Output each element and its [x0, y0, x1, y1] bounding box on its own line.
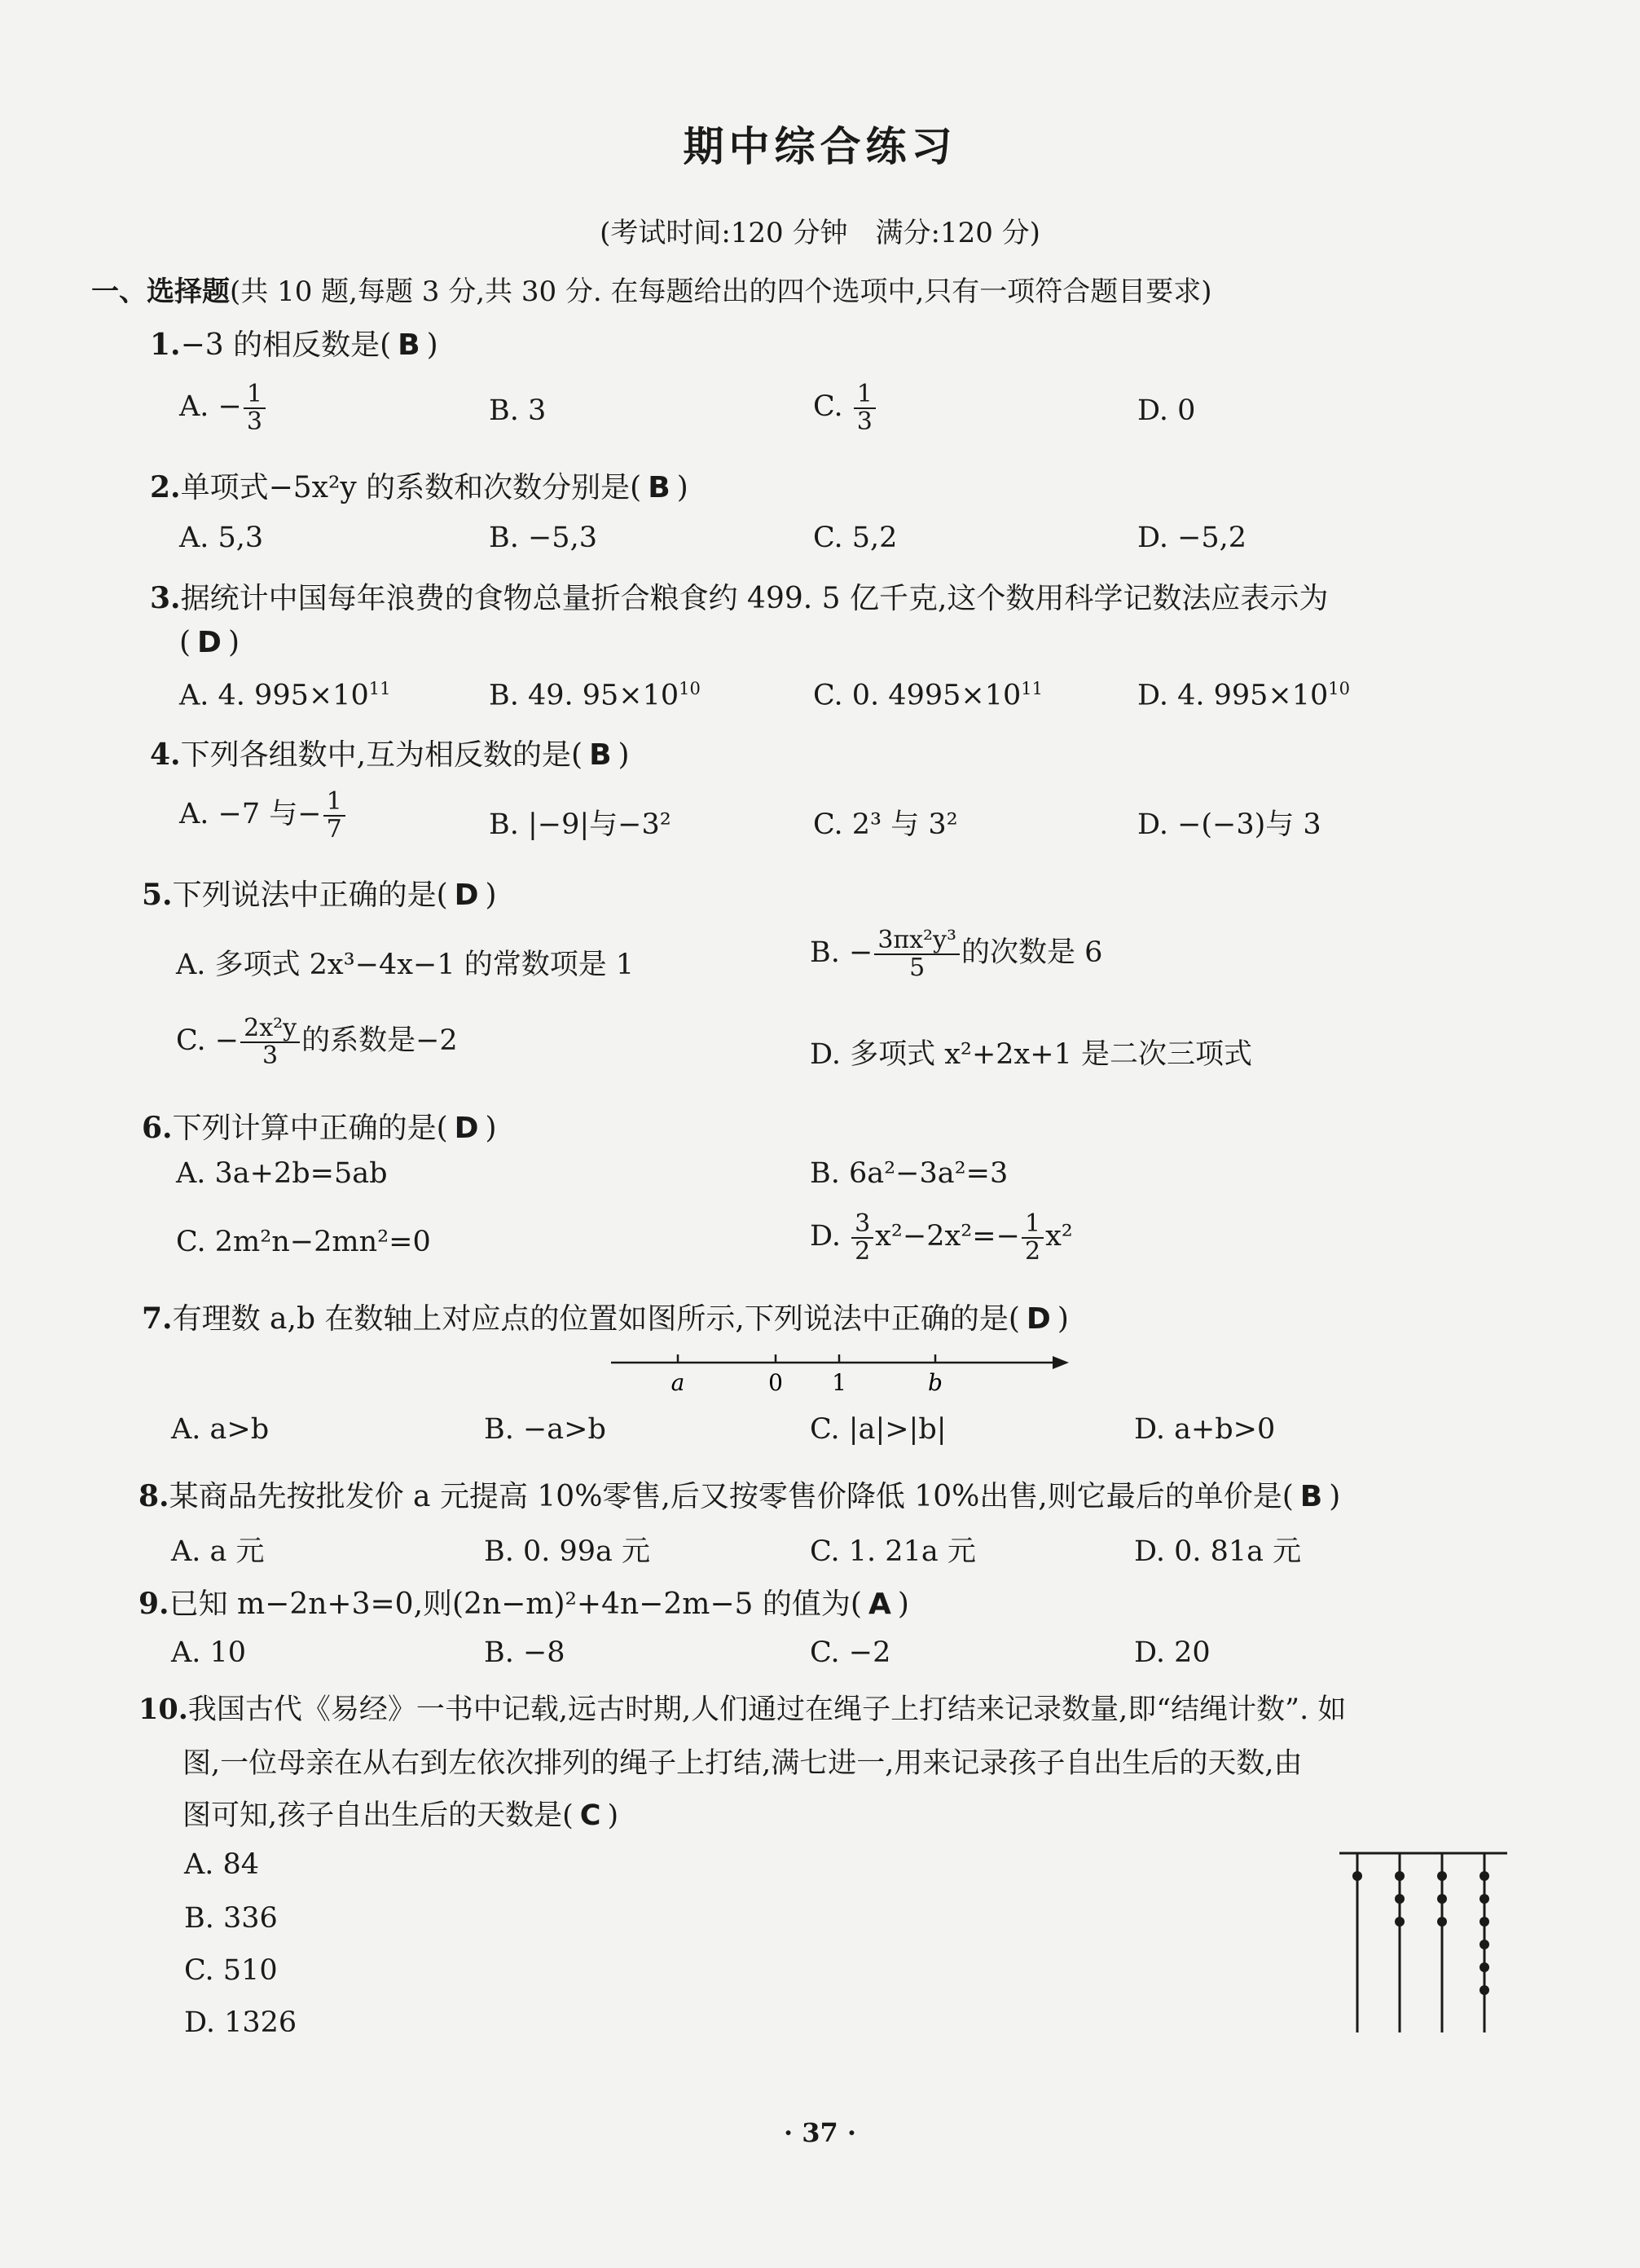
answer: B: [648, 471, 671, 504]
question-10: [138, 1687, 1346, 1728]
label-zero: 0: [768, 1369, 783, 1396]
fraction: [1022, 1211, 1044, 1264]
knot: [1437, 1917, 1447, 1927]
option-c: C. |a|>|b|: [810, 1413, 947, 1446]
option-a: A. 10: [171, 1636, 247, 1669]
exponent: 10: [1328, 679, 1350, 698]
question-8: [138, 1473, 1340, 1515]
question-10-line3: [182, 1793, 618, 1834]
option-text: D.: [810, 1220, 851, 1253]
option-text: C. 0. 4995×10: [813, 679, 1022, 712]
question-stem: 下列各组数中,互为相反数的是(: [180, 738, 583, 772]
question-stem: 有理数 a,b 在数轴上对应点的位置如图所示,下列说法中正确的是(: [172, 1302, 1020, 1336]
knot: [1480, 1917, 1489, 1927]
option-b: [489, 679, 701, 712]
paren: ): [607, 1799, 619, 1832]
question-number: 1.: [150, 328, 181, 362]
section-title: 一、选择题: [91, 275, 230, 308]
answer: B: [1299, 1480, 1323, 1513]
option-text: C. −: [176, 1024, 240, 1057]
option-text: A. 4. 995×10: [179, 679, 369, 712]
fraction: [244, 381, 266, 434]
knot: [1395, 1894, 1405, 1904]
denominator: 3: [856, 407, 873, 436]
option-d: D. 20: [1134, 1636, 1211, 1669]
answer: B: [589, 738, 612, 772]
option-a: [179, 789, 347, 842]
numerator: 1: [854, 381, 876, 409]
knot: [1352, 1871, 1362, 1881]
option-a: A. 3a+2b=5ab: [176, 1157, 388, 1190]
option-b: B. 3: [489, 394, 547, 427]
option-b: B. 0. 99a 元: [484, 1535, 651, 1568]
paren: ): [485, 879, 497, 912]
knot: [1480, 1871, 1489, 1881]
option-d: D. 多项式 x²+2x+1 是二次三项式: [810, 1038, 1253, 1071]
answer: D: [1026, 1302, 1051, 1336]
numerator: 3πx²y³: [874, 927, 960, 955]
option-b: B. |−9|与−3²: [489, 808, 671, 841]
question-number: 2.: [150, 470, 181, 504]
page-title: 期中综合练习: [683, 122, 957, 170]
exponent: 11: [1021, 679, 1043, 698]
question-number: 6.: [142, 1111, 173, 1145]
question-3: [150, 575, 1328, 617]
question-10-line2: 图,一位母亲在从右到左依次排列的绳子上打结,满七进一,用来记录孩子自出生后的天数,由: [182, 1747, 1303, 1780]
denominator: 3: [262, 1041, 279, 1070]
answer: D: [454, 879, 479, 912]
question-number: 8.: [138, 1479, 169, 1513]
option-a: A. 5,3: [179, 522, 264, 554]
paren: (: [179, 626, 191, 659]
question-number: 7.: [142, 1301, 173, 1336]
answer: B: [398, 328, 420, 362]
numerator: 1: [323, 789, 345, 817]
option-b: B. 336: [184, 1902, 278, 1935]
option-text: D. 4. 995×10: [1137, 679, 1329, 712]
option-d: D. a+b>0: [1134, 1413, 1276, 1446]
knot: [1437, 1871, 1447, 1881]
question-number: 4.: [150, 738, 181, 772]
fraction: [851, 1211, 873, 1264]
option-a: [179, 679, 390, 712]
knot: [1395, 1871, 1405, 1881]
paren: ): [426, 328, 438, 362]
question-stem: 已知 m−2n+3=0,则(2n−m)²+4n−2m−5 的值为(: [169, 1588, 862, 1621]
question-stem: 我国古代《易经》一书中记载,远古时期,人们通过在绳子上打结来记录数量,即“结绳计数”. 如: [187, 1693, 1347, 1726]
numerator: 1: [1022, 1211, 1044, 1239]
question-number: 9.: [138, 1587, 169, 1621]
option-d: [1137, 679, 1350, 712]
section-desc: (共 10 题,每题 3 分,共 30 分. 在每题给出的四个选项中,只有一项符合题目要求): [230, 275, 1212, 308]
option-a: A. 84: [184, 1848, 260, 1881]
option-c: [176, 1015, 458, 1068]
knot: [1395, 1917, 1405, 1927]
option-d: D. 0: [1137, 394, 1196, 427]
knot: [1480, 1962, 1489, 1972]
option-d: D. 1326: [184, 2006, 297, 2039]
numerator: 1: [244, 381, 266, 409]
option-text: 的次数是 6: [961, 936, 1103, 969]
question-stem: 某商品先按批发价 a 元提高 10%零售,后又按零售价降低 10%出售,则它最后的单价是(: [169, 1480, 1294, 1513]
knot: [1480, 1985, 1489, 1995]
label-one: 1: [832, 1369, 846, 1396]
option-text: A. −7 与−: [179, 798, 322, 830]
knot: [1480, 1940, 1489, 1949]
option-a: [179, 381, 267, 434]
option-c: C. 2m²n−2mn²=0: [176, 1226, 431, 1258]
question-stem: 下列说法中正确的是(: [172, 879, 448, 912]
paren: ): [485, 1112, 497, 1145]
question-stem: 图可知,孩子自出生后的天数是(: [182, 1799, 574, 1832]
option-d: D. −5,2: [1137, 522, 1247, 554]
question-5: [142, 872, 497, 914]
option-a: A. a 元: [171, 1535, 265, 1568]
question-6: [142, 1105, 497, 1147]
fraction: [854, 381, 876, 434]
option-text: C.: [813, 390, 852, 423]
option-c: C. −2: [810, 1636, 891, 1669]
question-stem: 据统计中国每年浪费的食物总量折合粮食约 499. 5 亿千克,这个数用科学记数法应表示为: [180, 582, 1329, 615]
option-text: A. −: [179, 390, 242, 423]
question-number: 3.: [150, 581, 181, 615]
number-line-diagram: [603, 1343, 1075, 1400]
answer: D: [197, 626, 222, 659]
paren: ): [1057, 1302, 1069, 1336]
question-number: 5.: [142, 878, 173, 912]
option-c: C. 1. 21a 元: [810, 1535, 976, 1568]
paren: ): [1329, 1480, 1341, 1513]
denominator: 2: [1024, 1236, 1041, 1266]
question-stem: 单项式−5x²y 的系数和次数分别是(: [180, 471, 642, 504]
option-b: B. −8: [484, 1636, 565, 1669]
numerator: 2x²y: [240, 1015, 300, 1043]
knot: [1437, 1894, 1447, 1904]
option-b: B. −5,3: [489, 522, 597, 554]
option-d: D. −(−3)与 3: [1137, 808, 1321, 841]
denominator: 3: [246, 407, 262, 436]
option-c: C. 2³ 与 3²: [813, 808, 958, 841]
option-b: B. 6a²−3a²=3: [810, 1157, 1009, 1190]
exponent: 11: [368, 679, 391, 698]
question-stem: 下列计算中正确的是(: [172, 1112, 448, 1145]
option-a: A. a>b: [171, 1413, 270, 1446]
option-a: A. 多项式 2x³−4x−1 的常数项是 1: [176, 949, 635, 981]
answer: C: [579, 1799, 601, 1832]
section-heading: [91, 269, 1212, 309]
answer: A: [868, 1588, 891, 1621]
knotted-rope-diagram: [1336, 1845, 1515, 2041]
question-1: [150, 322, 438, 363]
option-b: B. −a>b: [484, 1413, 606, 1446]
page-number: · 37 ·: [783, 2117, 857, 2148]
option-text: x²: [1045, 1220, 1073, 1253]
option-text: x²−2x²=−: [875, 1220, 1020, 1253]
option-d: D. 0. 81a 元: [1134, 1535, 1302, 1568]
paren: ): [227, 626, 240, 659]
fraction: [240, 1015, 300, 1068]
fraction: [874, 927, 960, 980]
exam-info: (考试时间:120 分钟 满分:120 分): [600, 217, 1040, 249]
knot: [1480, 1894, 1489, 1904]
question-2: [150, 465, 688, 506]
question-3-line2: [179, 626, 240, 659]
paren: ): [676, 471, 688, 504]
option-text: B. 49. 95×10: [489, 679, 679, 712]
question-stem: −3 的相反数是(: [180, 328, 392, 362]
option-c: C. 510: [184, 1954, 278, 1987]
option-text: B. −: [810, 936, 873, 969]
label-b: b: [928, 1369, 943, 1396]
fraction: [323, 789, 345, 842]
option-b: [810, 927, 1102, 980]
paren: ): [618, 738, 630, 772]
denominator: 5: [909, 953, 926, 982]
answer: D: [454, 1112, 479, 1145]
exponent: 10: [679, 679, 701, 698]
label-a: a: [671, 1369, 685, 1396]
arrow-icon: [1053, 1356, 1069, 1369]
option-text: 的系数是−2: [301, 1024, 458, 1057]
denominator: 2: [855, 1236, 871, 1266]
question-7: [142, 1296, 1069, 1337]
question-9: [138, 1581, 909, 1623]
option-d: [810, 1211, 1073, 1264]
denominator: 7: [326, 814, 342, 843]
option-c: C. 5,2: [813, 522, 898, 554]
paren: ): [897, 1588, 909, 1621]
option-c: [813, 679, 1043, 712]
question-4: [150, 732, 630, 773]
question-number: 10.: [138, 1693, 188, 1726]
option-c: [813, 381, 877, 434]
numerator: 3: [851, 1211, 873, 1239]
